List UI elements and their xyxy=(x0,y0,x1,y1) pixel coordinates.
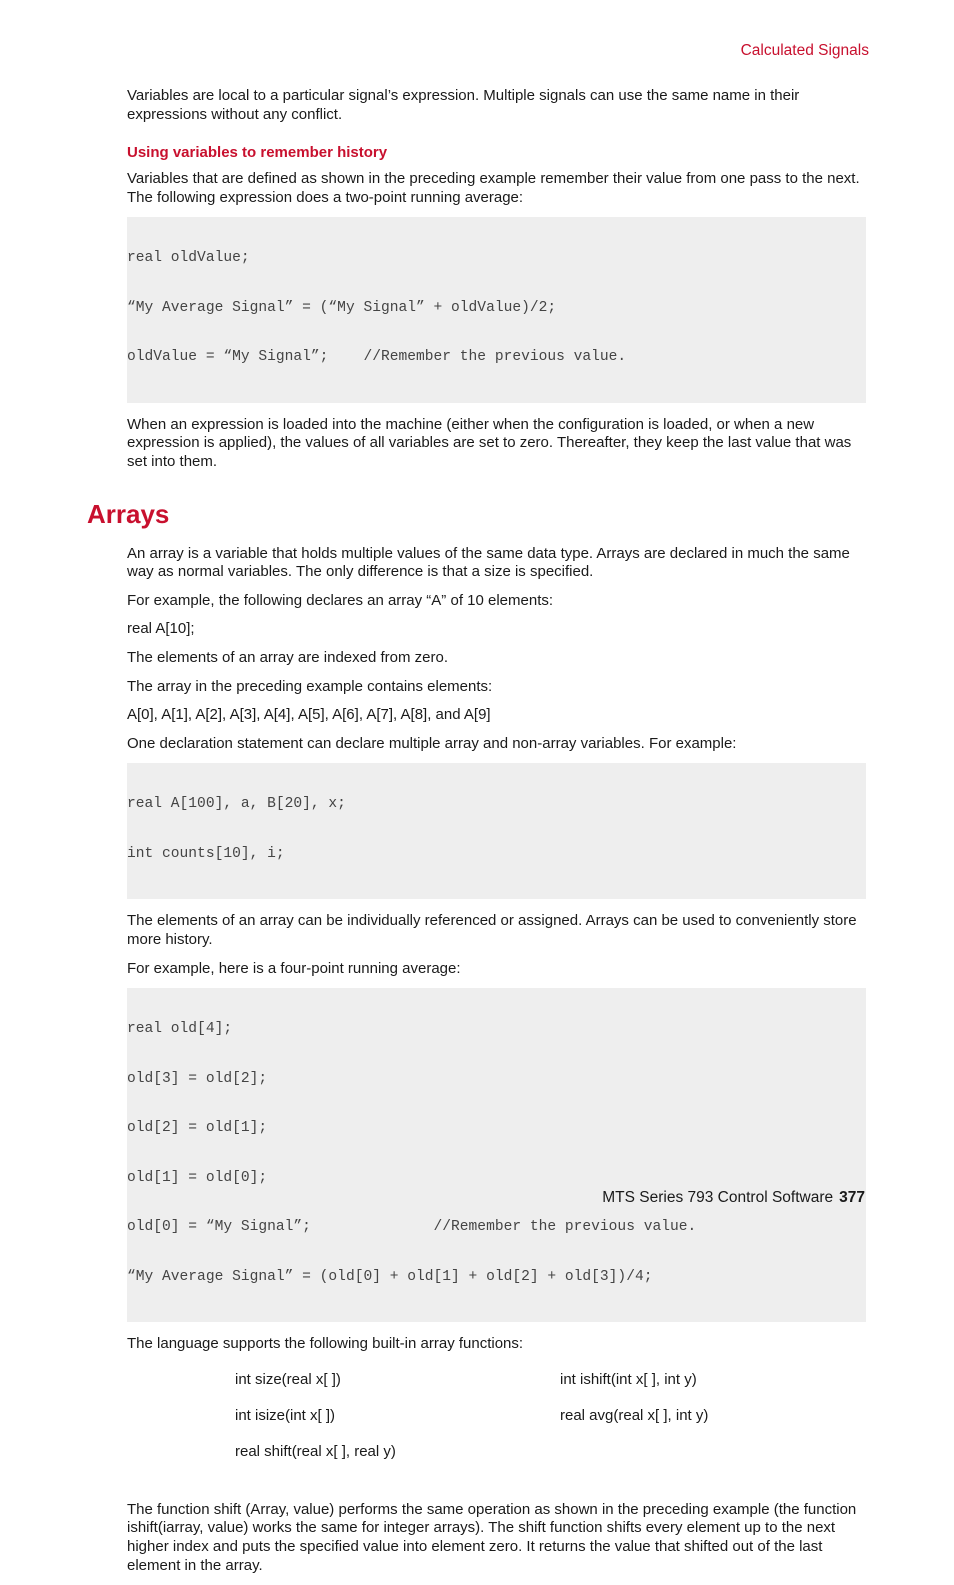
history-paragraph: Variables that are defined as shown in the preceding example remember their value from one pass to the next. The following expression does a two-point running average: xyxy=(127,170,860,206)
section-heading-arrays: Arrays xyxy=(87,498,170,529)
arrays-paragraph: The elements of an array are indexed from zero. xyxy=(127,649,448,667)
page-number: 377 xyxy=(839,1189,865,1206)
code-line: int counts[10], i; xyxy=(127,845,285,862)
arrays-paragraph: For example, here is a four-point running average: xyxy=(127,959,461,977)
page-footer xyxy=(602,1189,865,1207)
function-item: int size(real x[ ]) xyxy=(235,1370,341,1388)
function-item: int ishift(int x[ ], int y) xyxy=(560,1370,697,1388)
code-block-declarations xyxy=(127,763,866,899)
arrays-paragraph: An array is a variable that holds multiple values of the same data type. Arrays are declared in much the same way as normal variables. The only difference is that a size is specified. xyxy=(127,544,850,581)
arrays-paragraph: The array in the preceding example contains elements: xyxy=(127,677,493,695)
code-line: real old[4]; xyxy=(127,1021,233,1038)
function-item: real shift(real x[ ], real y) xyxy=(235,1442,396,1460)
arrays-paragraph: The function shift (Array, value) performs the same operation as shown in the preceding example (the function ishift(iarray, value) works the same for integer arrays). The shift function shifts every element up to the next higher index and puts the specified value into element zero. It returns the value that shifted out of the last element in the array. xyxy=(127,1500,857,1574)
running-header: Calculated Signals xyxy=(740,42,869,59)
code-line: old[0] = “My Signal”; //Remember the previous value. xyxy=(127,1219,697,1236)
arrays-paragraph: A[0], A[1], A[2], A[3], A[4], A[5], A[6], A[7], A[8], and A[9] xyxy=(127,706,491,724)
code-block-running-average xyxy=(127,217,866,403)
code-line: “My Average Signal” = (old[0] + old[1] + old[2] + old[3])/4; xyxy=(127,1268,653,1285)
arrays-paragraph: The language supports the following built-in array functions: xyxy=(127,1335,524,1353)
page-body xyxy=(87,87,866,1585)
arrays-paragraph: For example, the following declares an array “A” of 10 elements: xyxy=(127,591,554,609)
code-line: “My Average Signal” = (“My Signal” + oldValue)/2; xyxy=(127,299,557,316)
history-after-paragraph: When an expression is loaded into the machine (either when the configuration is loaded, or when a new expression is applied), the values of all variables are set to zero. Thereafter, they keep the last value that was set into them. xyxy=(127,415,852,471)
intro-paragraph: Variables are local to a particular signal’s expression. Multiple signals can use the same name in their expressions without any conflict. xyxy=(127,87,800,123)
subsection-heading: Using variables to remember history xyxy=(127,144,388,162)
code-line: oldValue = “My Signal”; //Remember the previous value. xyxy=(127,349,627,366)
code-line: real oldValue; xyxy=(127,250,250,267)
code-block-four-point-average xyxy=(127,988,866,1322)
footer-doc-title: MTS Series 793 Control Software xyxy=(602,1189,834,1206)
code-line: old[3] = old[2]; xyxy=(127,1070,268,1087)
code-line: old[1] = old[0]; xyxy=(127,1169,268,1186)
code-line: real A[100], a, B[20], x; xyxy=(127,796,346,813)
function-list xyxy=(127,1371,866,1479)
arrays-paragraph: The elements of an array can be individually referenced or assigned. Arrays can be used to conveniently store more history. xyxy=(127,912,857,948)
arrays-paragraph: real A[10]; xyxy=(127,620,195,638)
code-line: old[2] = old[1]; xyxy=(127,1120,268,1137)
arrays-paragraph: One declaration statement can declare multiple array and non-array variables. For example: xyxy=(127,734,737,752)
function-item: real avg(real x[ ], int y) xyxy=(560,1406,709,1424)
function-item: int isize(int x[ ]) xyxy=(235,1406,336,1424)
